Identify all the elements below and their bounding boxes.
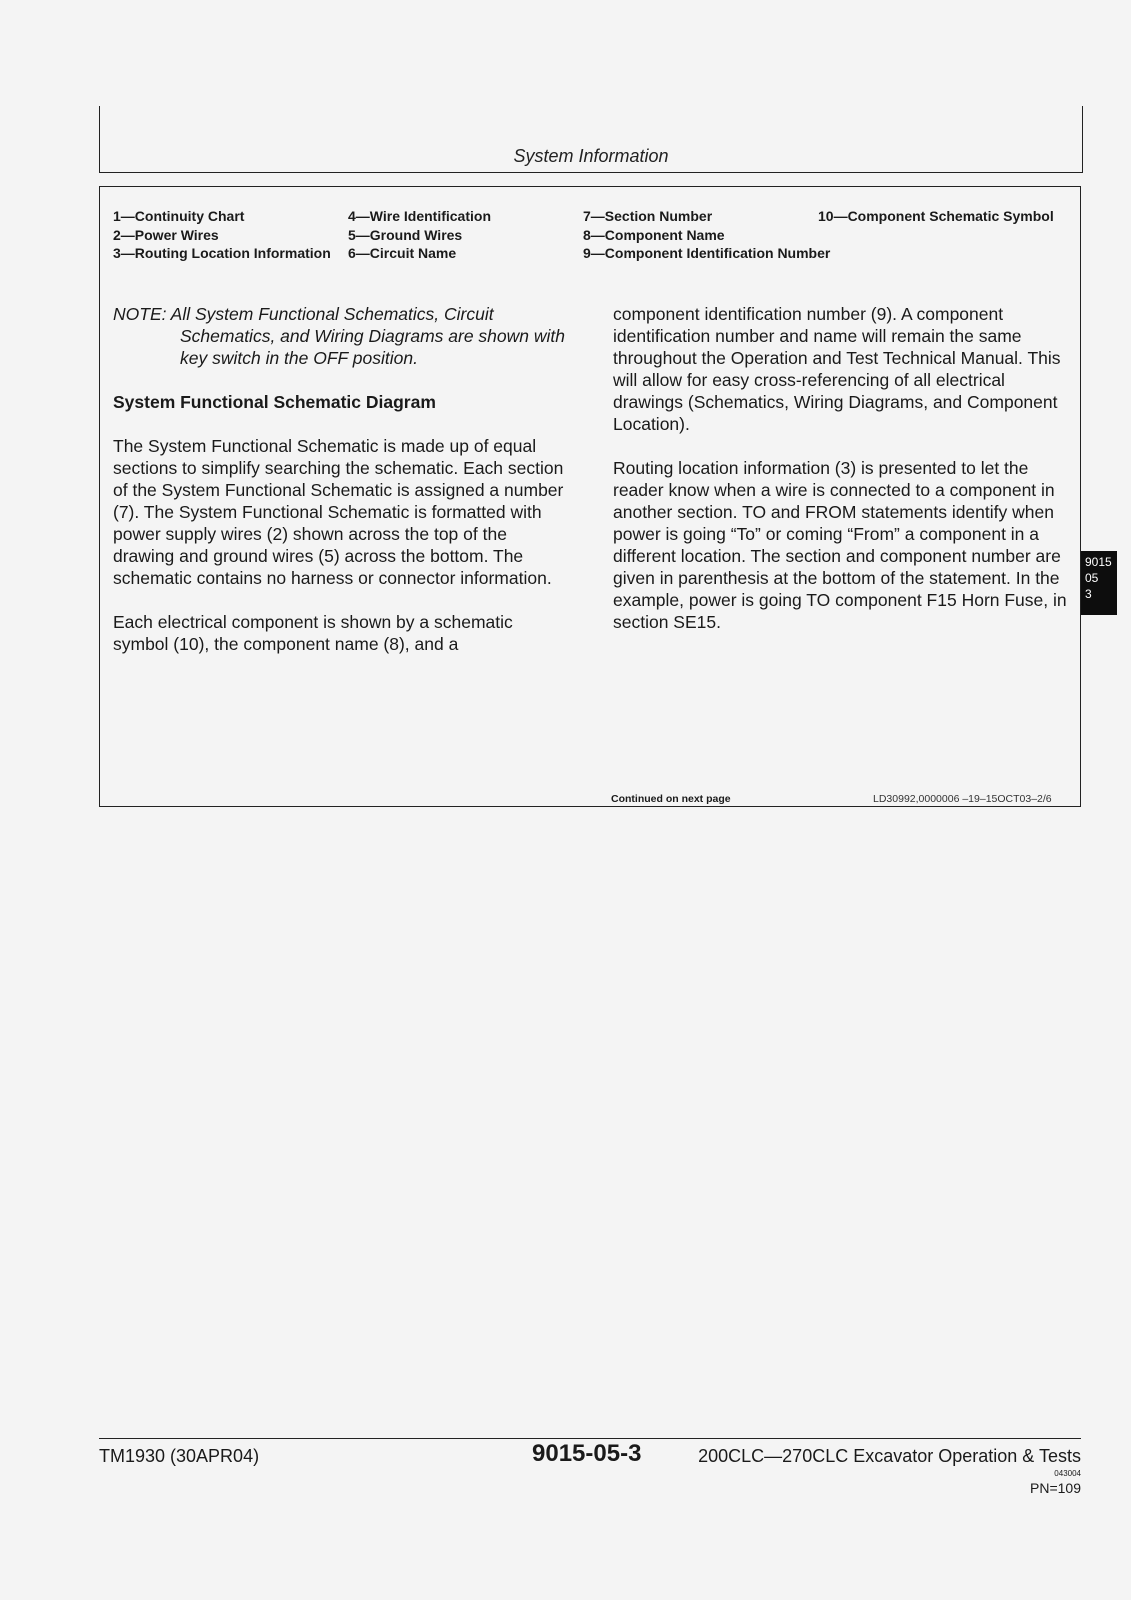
legend-item: 7—Section Number	[583, 208, 713, 224]
thumb-tab-line: 9015	[1085, 555, 1112, 569]
legend-column-4	[818, 207, 1054, 226]
body-paragraph: The System Functional Schematic is made up of equal sections to simplify searching the schematic. Each section of the System Functional Schematic is assigned a number (7). The System Functional Schematic is formatted with power supply wires (2) shown across the top of the drawing and ground wires (5) across the bottom. The schematic contains no harness or connector information.	[113, 436, 564, 588]
date-code: 043004	[1054, 1469, 1081, 1478]
legend-item: 5—Ground Wires	[348, 226, 463, 243]
continued-note: Continued on next page	[611, 793, 731, 805]
note-paragraph: NOTE: All System Functional Schematics, Circuit Schematics, and Wiring Diagrams are shown with key switch in the OFF position.	[113, 304, 565, 368]
legend-column-2	[348, 207, 491, 263]
header-frame	[99, 106, 1083, 173]
legend-item: 3—Routing Location Information	[113, 245, 331, 261]
text-column-left	[113, 303, 573, 677]
part-number: PN=109	[1030, 1480, 1081, 1496]
legend-item: 10—Component Schematic Symbol	[818, 208, 1054, 224]
body-paragraph: Routing location information (3) is presented to let the reader know when a wire is connected to a component in another section. TO and FROM statements identify when power is going “To” or coming “From” a component in a different location. The section and component number are given in parenthesis at the bottom of the statement. In the example, power is going TO component F15 Horn Fuse, in section SE15.	[613, 458, 1067, 632]
legend-item: 9—Component Identification Number	[583, 245, 831, 261]
legend-item: 8—Component Name	[583, 226, 725, 243]
content-box	[99, 186, 1081, 807]
thumb-tab-line: 3	[1085, 587, 1092, 601]
legend-item: 4—Wire Identification	[348, 208, 492, 224]
page-number: 9015-05-3	[532, 1440, 642, 1467]
text-column-right	[613, 303, 1068, 655]
body-paragraph: Each electrical component is shown by a schematic symbol (10), the component name (8), and a	[113, 612, 513, 654]
thumb-tab-line: 05	[1085, 571, 1099, 585]
legend-item: 2—Power Wires	[113, 226, 219, 243]
manual-id: TM1930 (30APR04)	[99, 1446, 260, 1466]
footer-divider	[99, 1438, 1081, 1439]
legend-column-3	[583, 207, 830, 263]
body-paragraph: component identification number (9). A component identification number and name will remain the same throughout the Operation and Test Technical Manual. This will allow for easy cross-referencing of all electrical drawings (Schematics, Wiring Diagrams, and Component Location).	[613, 304, 1061, 434]
legend-item: 6—Circuit Name	[348, 245, 457, 261]
section-heading: System Functional Schematic Diagram	[113, 392, 436, 412]
document-code: LD30992,0000006 –19–15OCT03–2/6	[873, 793, 1052, 805]
legend-column-1	[113, 207, 331, 263]
legend-item: 1—Continuity Chart	[113, 208, 245, 224]
section-thumb-tab	[1081, 551, 1117, 615]
manual-title: 200CLC—270CLC Excavator Operation & Tests	[698, 1446, 1081, 1466]
page-header-title: System Information	[513, 146, 669, 166]
